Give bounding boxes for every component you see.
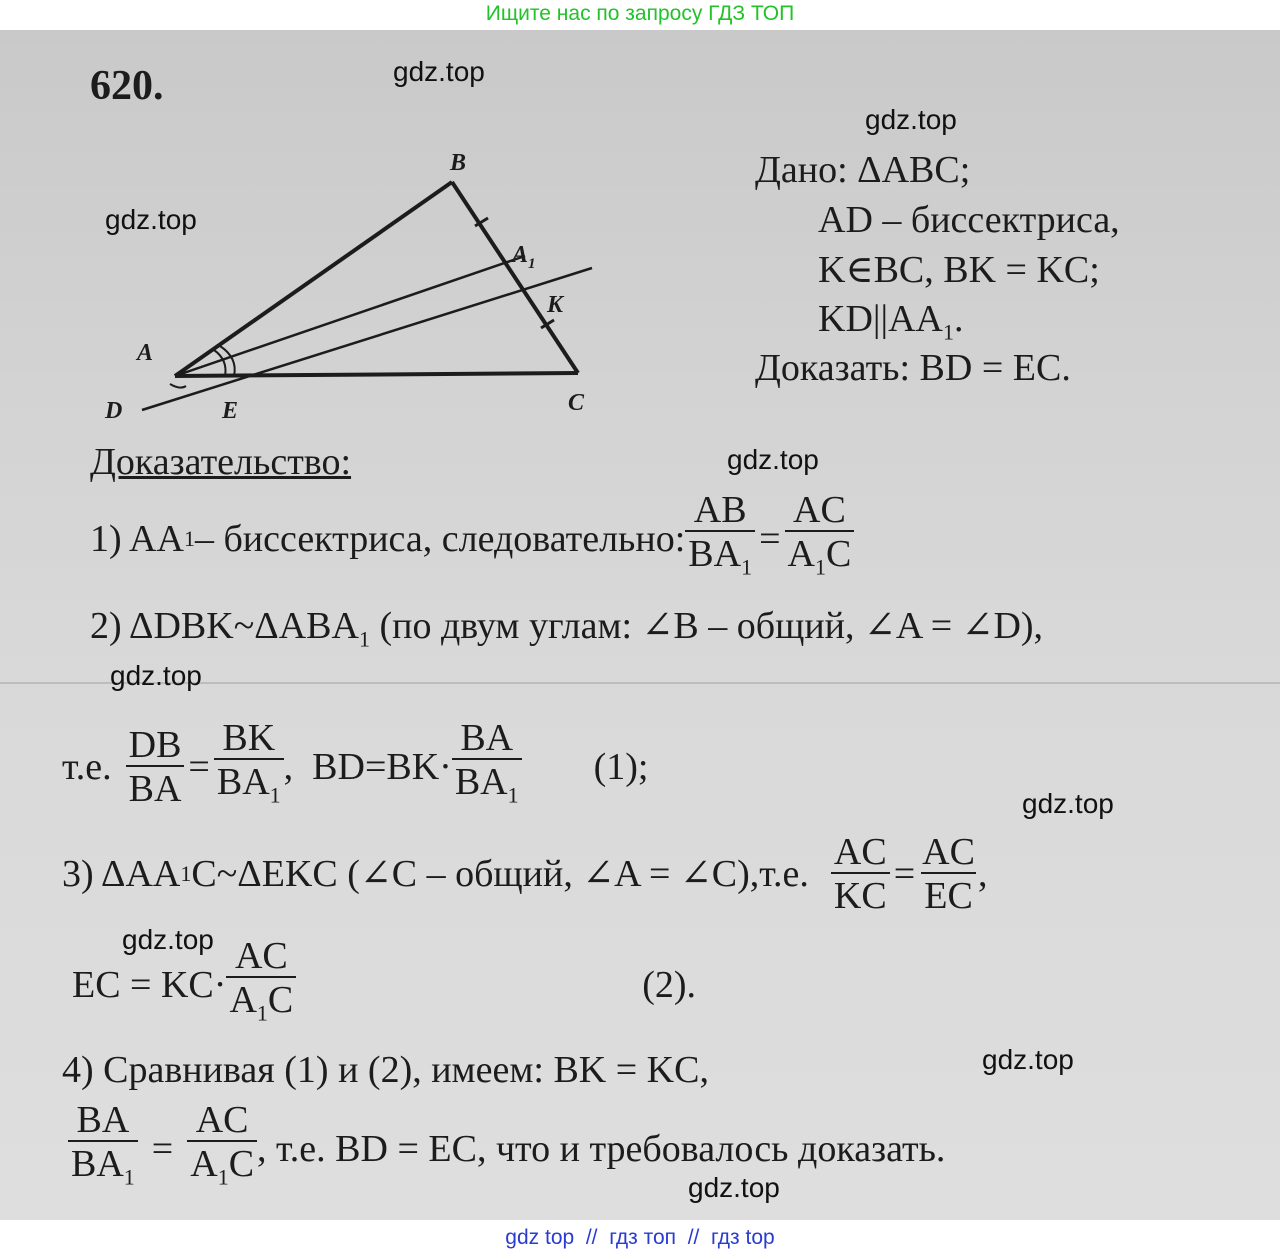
watermark: gdz.top bbox=[122, 924, 214, 955]
label-d: D bbox=[105, 398, 123, 424]
fraction: $\frac{DB}{BA}$ bbox=[126, 725, 185, 809]
problem-number: 620. bbox=[90, 63, 164, 109]
given-line-4: $KD||AA_1$. bbox=[818, 298, 964, 345]
fraction: $\frac{AC}{KC}$ bbox=[831, 832, 890, 916]
fraction: $\frac{AC}{A_1C}$ bbox=[187, 1100, 257, 1198]
watermark: gdz.top bbox=[105, 204, 197, 235]
watermark: gdz.top bbox=[727, 444, 819, 475]
triangle-figure bbox=[100, 140, 620, 440]
fraction: $\frac{AC}{A_1C}$ bbox=[226, 936, 296, 1034]
line-kd bbox=[142, 268, 592, 410]
side-ab bbox=[175, 182, 452, 376]
label-c: C bbox=[568, 390, 585, 416]
watermark: gdz.top bbox=[982, 1044, 1074, 1075]
proof-ec-equation: EC = KC· $\frac{AC}{A_1C}$ (2). bbox=[72, 936, 696, 1034]
watermark: gdz.top bbox=[393, 56, 485, 87]
proof-step-2: 2) $\Delta DBK\sim\Delta ABA_1$ (по двум углам: ∠B – общий, ∠A = ∠D), bbox=[90, 605, 1044, 652]
proof-step-4: 4) Сравнивая (1) и (2), имеем: BK = KC, bbox=[62, 1049, 709, 1091]
given-line-2: AD – биссектриса, bbox=[818, 199, 1120, 241]
footer-links[interactable]: gdz top // гдз топ // гдз top bbox=[505, 1226, 775, 1249]
given-line-3: K∈BC, BK = KC; bbox=[818, 249, 1100, 291]
fraction: $\frac{AB}{BA_1}$ bbox=[685, 490, 755, 588]
proof-step-2-ratio: т.е. $\frac{DB}{BA}$ = $\frac{BK}{BA_1}$ , BD=BK· $\frac{BA}{BA_1}$ (1); bbox=[62, 718, 649, 816]
prove-statement: Доказать: BD = EC. bbox=[755, 347, 1071, 389]
watermark: gdz.top bbox=[865, 104, 957, 135]
fraction: $\frac{AC}{A_1C}$ bbox=[785, 490, 855, 588]
watermark: gdz.top bbox=[1022, 788, 1114, 819]
proof-step-3: 3) ΔAA 1 C~ΔEKC (∠C – общий, ∠A = ∠C),т.е. $\frac{AC}{KC}$ = $\frac{AC}{EC}$ , bbox=[62, 831, 988, 917]
label-e: E bbox=[222, 398, 239, 424]
top-banner: Ищите нас по запросу ГДЗ ТОП bbox=[485, 2, 795, 25]
bisector-aa1 bbox=[175, 256, 525, 376]
label-a1: $A_1$ bbox=[512, 242, 536, 272]
given-line-1: Дано: ΔABC; bbox=[755, 149, 971, 191]
fraction: $\frac{BA}{BA_1}$ bbox=[68, 1100, 138, 1198]
fraction: $\frac{BA}{BA_1}$ bbox=[452, 718, 522, 816]
proof-step-1: 1) AA 1 – биссектриса, следовательно: $\frac{AB}{BA_1}$ = $\frac{AC}{A_1C}$ bbox=[90, 490, 854, 588]
fraction: $\frac{BK}{BA_1}$ bbox=[214, 718, 284, 816]
angle-arc bbox=[170, 384, 186, 388]
label-b: B bbox=[450, 150, 467, 176]
watermark: gdz.top bbox=[688, 1172, 780, 1203]
proof-conclusion: $\frac{BA}{BA_1}$ = $\frac{AC}{A_1C}$ , т.е. BD = EC, что и требовалось доказать. bbox=[68, 1100, 945, 1198]
label-a: A bbox=[137, 340, 154, 366]
watermark: gdz.top bbox=[110, 660, 202, 691]
fraction: $\frac{AC}{EC}$ bbox=[922, 831, 975, 917]
label-k: K bbox=[547, 292, 564, 318]
proof-heading: Доказательство: bbox=[90, 441, 352, 483]
